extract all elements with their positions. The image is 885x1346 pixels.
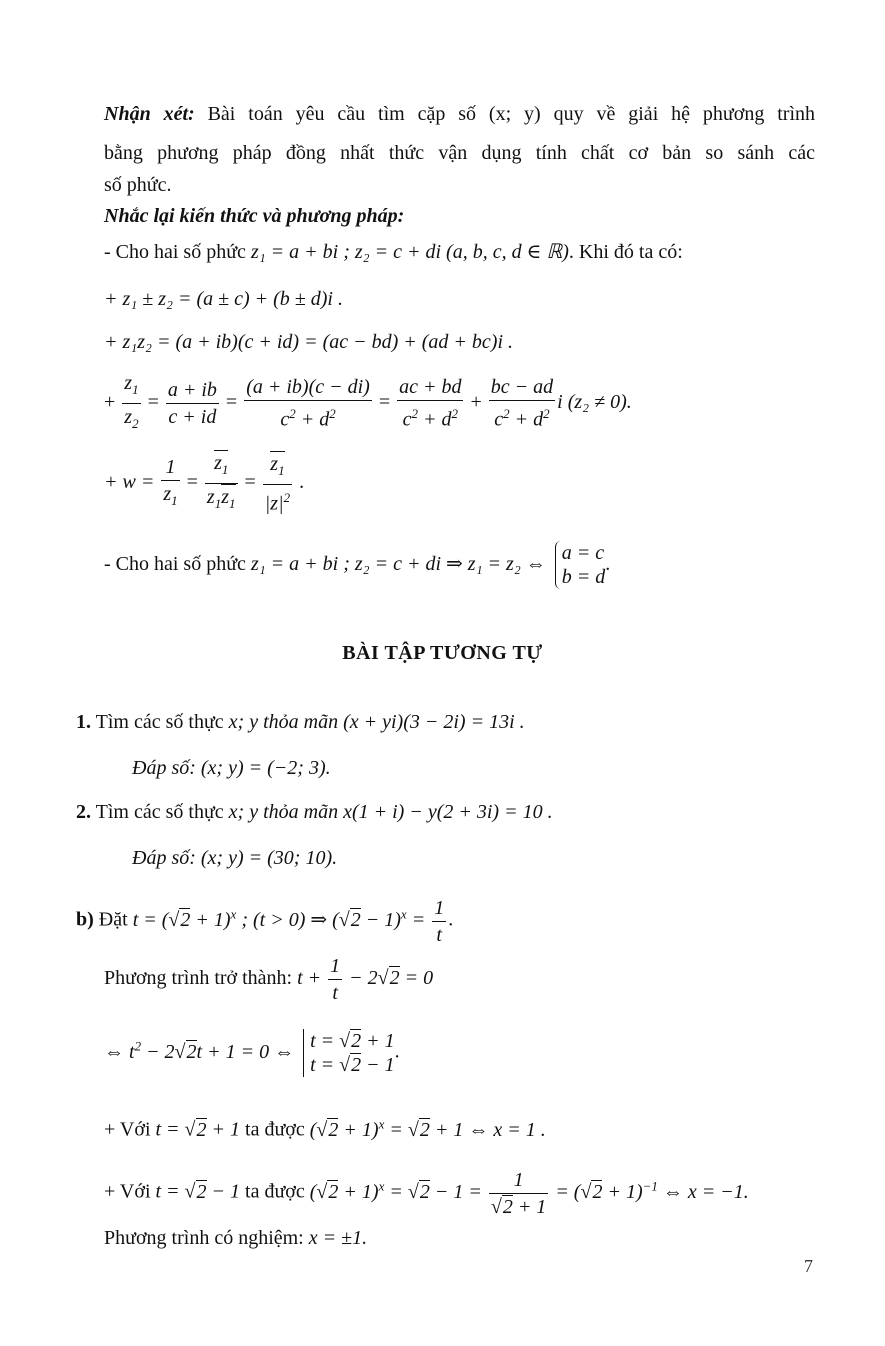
partb-conclusion (104, 1224, 815, 1252)
frac-expanded: $\frac{(a + ib)(c - di)}{c^2 + d^2}$ (246, 376, 370, 431)
remark-line-1 (104, 100, 815, 128)
exercise-2-answer-value: (x; y) = (30; 10). (200, 847, 338, 869)
recall-item-2: - Cho hai số phức z₁ = a + bi ; z₂ = c + di ⇒ z₁ = z₂ ⇔ a = c b = d . (104, 542, 611, 589)
recall-item-1-math: z₁ = a + bi ; z₂ = c + di (a, b, c, d ∈ ℝ) (250, 241, 569, 263)
system-brace (555, 541, 606, 589)
section-heading: BÀI TẬP TƯƠNG TỰ (342, 642, 543, 664)
recall-label: Nhắc lại kiến thức và phương pháp: (104, 205, 405, 227)
recall-item-2-math: z₁ = a + bi ; z₂ = c + di ⇒ z₁ = z₂ ⇔ (250, 553, 546, 575)
case-1-text: ta được (245, 1118, 305, 1141)
frac-z1-z2: $\frac{z_1}{z_2}$ (124, 372, 139, 431)
partb-case-1: + Với t = √2 + 1 ta được $(√2 + 1)^x = √2 + 1$ ⇔ x = 1 . (104, 1116, 546, 1141)
rule-division-prefix: + (104, 391, 116, 414)
case-2-text: ta được (245, 1180, 305, 1203)
exercise-2-num: 2. (76, 801, 91, 823)
recall-item-1-tail: . Khi đó ta có: (568, 241, 683, 263)
system-eq-1: a = c (561, 542, 605, 565)
partb-set: b) Đặt $t = (√2 + 1)^x$ ; (t > 0) ⇒ $(√2 - 1)^x$ = $\frac{1}{t}$ . (76, 896, 454, 946)
exercise-2-answer-label: Đáp số: (132, 847, 196, 869)
remark-text-1: Bài toán yêu cầu tìm cặp số (x; y) quy về giải hệ phương trình (207, 103, 815, 125)
frac-real-part: $\frac{ac + bd}{c^2 + d^2}$ (399, 376, 462, 431)
partb-label: b) (76, 908, 94, 931)
rule-inverse-prefix: + w = (104, 471, 155, 494)
exercise-2-math: x; y thỏa mãn x(1 + i) − y(2 + 3i) = 10 . (228, 801, 553, 823)
partb-transform-text: Phương trình trở thành: (104, 967, 293, 989)
exercise-1-text: Tìm các số thực (95, 711, 224, 733)
partb-set-text: Đặt (98, 908, 128, 931)
frac-imag-part: $\frac{bc - ad}{c^2 + d^2}$ (490, 376, 554, 431)
rule-division-condition: (z₂ ≠ 0). (567, 391, 632, 414)
solution-bracket: t = √2 + 1 t = √2 − 1 (303, 1029, 395, 1077)
system-eq-2: b = d (561, 566, 606, 589)
exercise-1-answer (132, 754, 815, 782)
remark-line-3: số phức. (104, 174, 172, 196)
page-number: 7 (804, 1256, 813, 1276)
recall-item-1 (104, 238, 815, 266)
exercise-1-math: x; y thỏa mãn (x + yi)(3 − 2i) = 13i . (228, 711, 525, 733)
rule-product: + z₁z₂ = (a + ib)(c + id) = (ac − bd) + (ad + bc)i . (104, 331, 514, 353)
partb-transform: Phương trình trở thành: t + $\frac{1}{t}$ − 2√2 = 0 (104, 954, 434, 1004)
frac-a-ib: $\frac{a + ib}{c + id}$ (167, 379, 217, 428)
exercise-2-text: Tìm các số thực (95, 801, 224, 823)
case-2-prefix: + Với (104, 1180, 151, 1203)
remark-label: Nhận xét: (104, 103, 195, 125)
rule-inverse: + w = $\frac{1}{z_1}$ = $\frac{z_1}{z_1z_1}$ = $\frac{z_1}{|z|^2}$ . (104, 452, 305, 515)
recall-item-2-text: - Cho hai số phức (104, 553, 246, 575)
exercise-2 (76, 798, 815, 826)
recall-item-1-text: - Cho hai số phức (104, 241, 246, 263)
conclusion-math: x = ±1. (308, 1227, 368, 1249)
partb-quadratic: ⇔ $t^2 - 2√2t + 1 = 0$ ⇔ t = √2 + 1 t = √2 − 1 . (104, 1030, 400, 1077)
exercise-1-num: 1. (76, 711, 91, 733)
exercise-1-answer-label: Đáp số: (132, 757, 196, 779)
exercise-2-answer (132, 844, 815, 872)
exercise-1-answer-value: (x; y) = (−2; 3). (200, 757, 331, 779)
partb-case-2: + Với t = √2 − 1 ta được $(√2 + 1)^x = √2 - 1$ = $\frac{1}{√2 + 1}$ = $(√2 + 1)^{-1}$ ⇔ x = −1. (104, 1168, 749, 1218)
exercise-1 (76, 708, 815, 736)
conclusion-text: Phương trình có nghiệm: (104, 1227, 304, 1249)
remark-line-2: bằng phương pháp đồng nhất thức vận dụng tính chất cơ bản so sánh các (104, 142, 815, 164)
rule-division: + $\frac{z_1}{z_2}$ = $\frac{a + ib}{c + id}$ = $\frac{(a + ib)(c - di)}{c^2 + d^2}$ = $\frac{ac + bd}{c^2 + d^2}$ + $\frac{bc - ad}{c^2 + d^2}$ i (z₂ ≠ 0). (104, 370, 815, 434)
rule-sum: + z₁ ± z₂ = (a ± c) + (b ± d)i . (104, 288, 343, 310)
case-1-prefix: + Với (104, 1118, 151, 1141)
